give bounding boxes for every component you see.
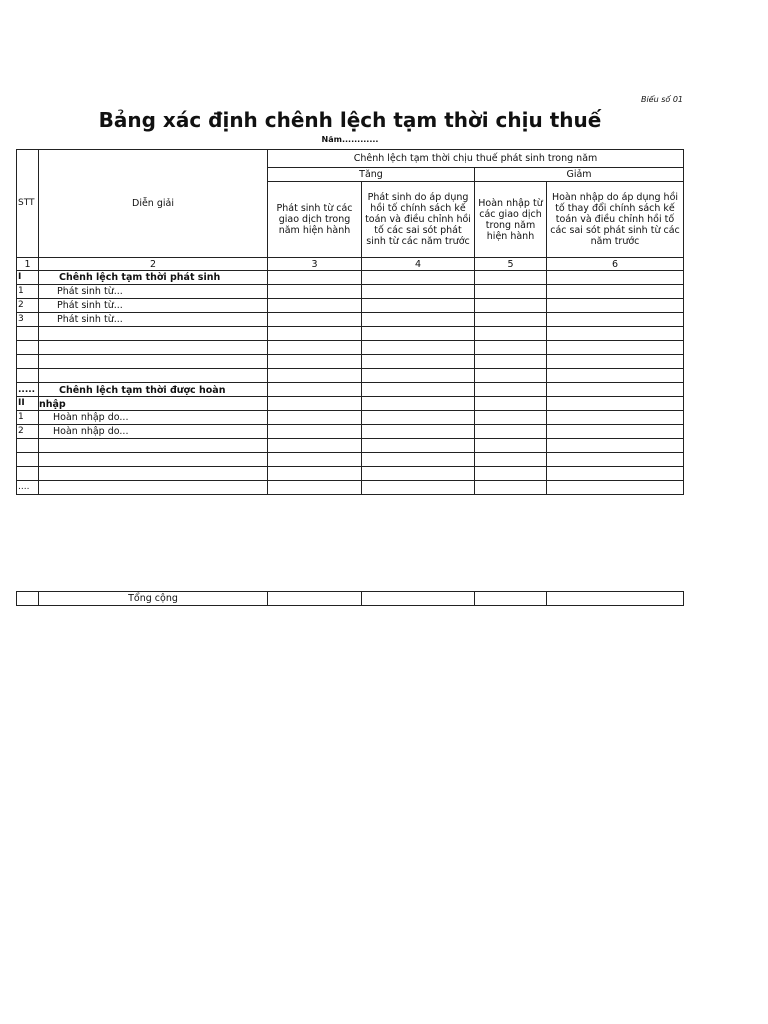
column-number: 3 (268, 258, 362, 271)
empty-row (17, 439, 684, 453)
year-label: Năm............ (321, 135, 379, 144)
row-text: Hoàn nhập do... (39, 425, 268, 439)
row-number: 3 (17, 313, 39, 327)
header-col4: Phát sinh do áp dụng hồi tố chính sách kế toán và điều chỉnh hồi tố các sai sót phát sinh từ các năm trước (362, 182, 475, 258)
section-title: Chênh lệch tạm thời phát sinh (39, 271, 268, 285)
header-col6: Hoàn nhập do áp dụng hồi tố thay đổi chính sách kế toán và điều chỉnh hồi tố các sai sót phát sinh từ các năm trước (547, 182, 684, 258)
row-number: 2 (17, 425, 39, 439)
column-number-row (17, 258, 684, 271)
empty-row (17, 327, 684, 341)
total-table (16, 591, 684, 606)
total-label: Tổng cộng (39, 592, 268, 606)
ellipsis: .... (17, 481, 39, 495)
table-row (17, 313, 684, 327)
table-row (17, 425, 684, 439)
section-row (17, 271, 684, 285)
empty-row (17, 369, 684, 383)
column-number: 5 (475, 258, 547, 271)
row-text: Hoàn nhập do... (39, 411, 268, 425)
empty-row (17, 467, 684, 481)
page-title: Bảng xác định chênh lệch tạm thời chịu thuế (98, 108, 602, 132)
row-number: 1 (17, 411, 39, 425)
row-number: 2 (17, 299, 39, 313)
empty-row (17, 355, 684, 369)
empty-row (17, 341, 684, 355)
column-number: 4 (362, 258, 475, 271)
table-row (17, 299, 684, 313)
temporary-difference-table (16, 149, 684, 495)
section-number: I (17, 271, 39, 285)
empty-row (17, 453, 684, 467)
column-number: 1 (17, 258, 39, 271)
header-col5: Hoàn nhập từ các giao dịch trong năm hiện hành (475, 182, 547, 258)
header-description: Diễn giải (39, 150, 268, 258)
header-decrease: Giảm (475, 168, 684, 182)
header-stt: STT (17, 150, 39, 258)
header-increase: Tăng (268, 168, 475, 182)
ellipsis: ..... (17, 383, 39, 397)
row-text: Phát sinh từ... (39, 285, 268, 299)
total-row (17, 592, 684, 606)
ellipsis-row (17, 481, 684, 495)
column-number: 6 (547, 258, 684, 271)
header-col3: Phát sinh từ các giao dịch trong năm hiện hành (268, 182, 362, 258)
table-row (17, 411, 684, 425)
form-number: Biểu số 01 (640, 95, 683, 104)
row-text: Phát sinh từ... (39, 299, 268, 313)
column-number: 2 (39, 258, 268, 271)
ellipsis-row (17, 383, 684, 397)
row-number: 1 (17, 285, 39, 299)
table-row (17, 285, 684, 299)
section-row (17, 397, 684, 411)
section-title-line1: Chênh lệch tạm thời được hoàn (39, 383, 268, 397)
row-text: Phát sinh từ... (39, 313, 268, 327)
section-title-line2: nhập (39, 397, 268, 411)
section-number: II (17, 397, 39, 411)
header-group: Chênh lệch tạm thời chịu thuế phát sinh trong năm (268, 150, 684, 168)
